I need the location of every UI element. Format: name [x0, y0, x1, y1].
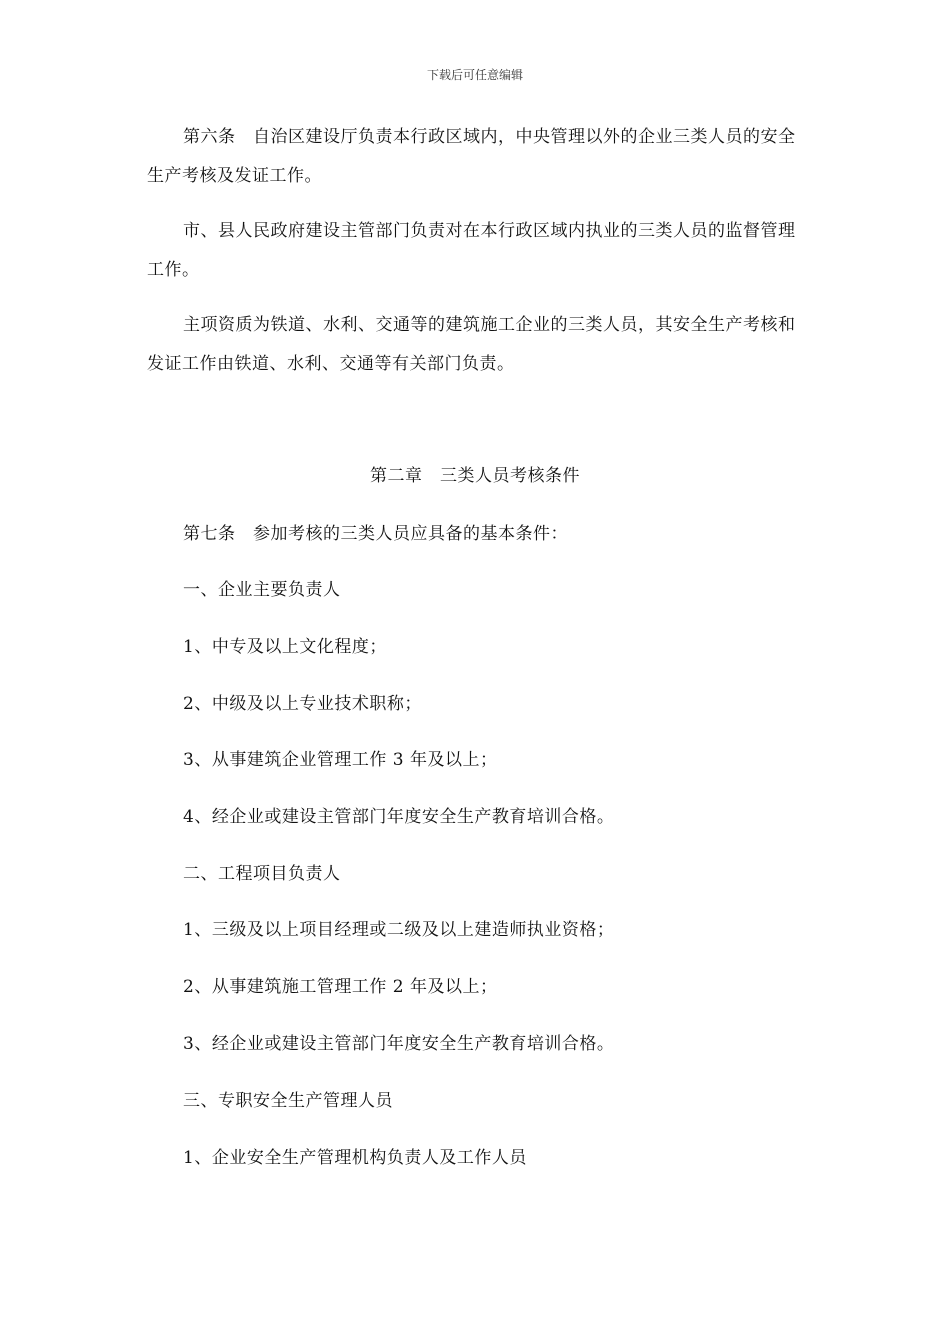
paragraph-article-6: 第六条 自治区建设厅负责本行政区域内，中央管理以外的企业三类人员的安全生产考核及发证工作。	[147, 127, 796, 186]
section-heading: 一、企业主要负责人	[183, 580, 341, 600]
list-item: 4、经企业或建设主管部门年度安全生产教育培训合格。	[183, 807, 615, 827]
paragraph-city-county: 市、县人民政府建设主管部门负责对在本行政区域内执业的三类人员的监督管理工作。	[147, 221, 796, 280]
chapter-title: 第二章 三类人员考核条件	[370, 466, 580, 486]
list-item: 3、从事建筑企业管理工作 3 年及以上；	[183, 750, 498, 770]
section-heading: 三、专职安全生产管理人员	[183, 1091, 393, 1111]
list-item: 1、企业安全生产管理机构负责人及工作人员	[183, 1148, 527, 1168]
list-item: 3、经企业或建设主管部门年度安全生产教育培训合格。	[183, 1034, 615, 1054]
page-header: 下载后可任意编辑	[426, 68, 523, 82]
article-7-line: 第七条 参加考核的三类人员应具备的基本条件：	[183, 524, 568, 544]
list-item: 1、中专及以上文化程度；	[183, 637, 387, 657]
list-item: 1、三级及以上项目经理或二级及以上建造师执业资格；	[183, 920, 615, 940]
list-item: 2、从事建筑施工管理工作 2 年及以上；	[183, 977, 498, 997]
paragraph-main-qualification: 主项资质为铁道、水利、交通等的建筑施工企业的三类人员，其安全生产考核和发证工作由铁道、水利、交通等有关部门负责。	[147, 315, 796, 374]
list-item: 2、中级及以上专业技术职称；	[183, 694, 422, 714]
section-heading: 二、工程项目负责人	[183, 864, 341, 884]
